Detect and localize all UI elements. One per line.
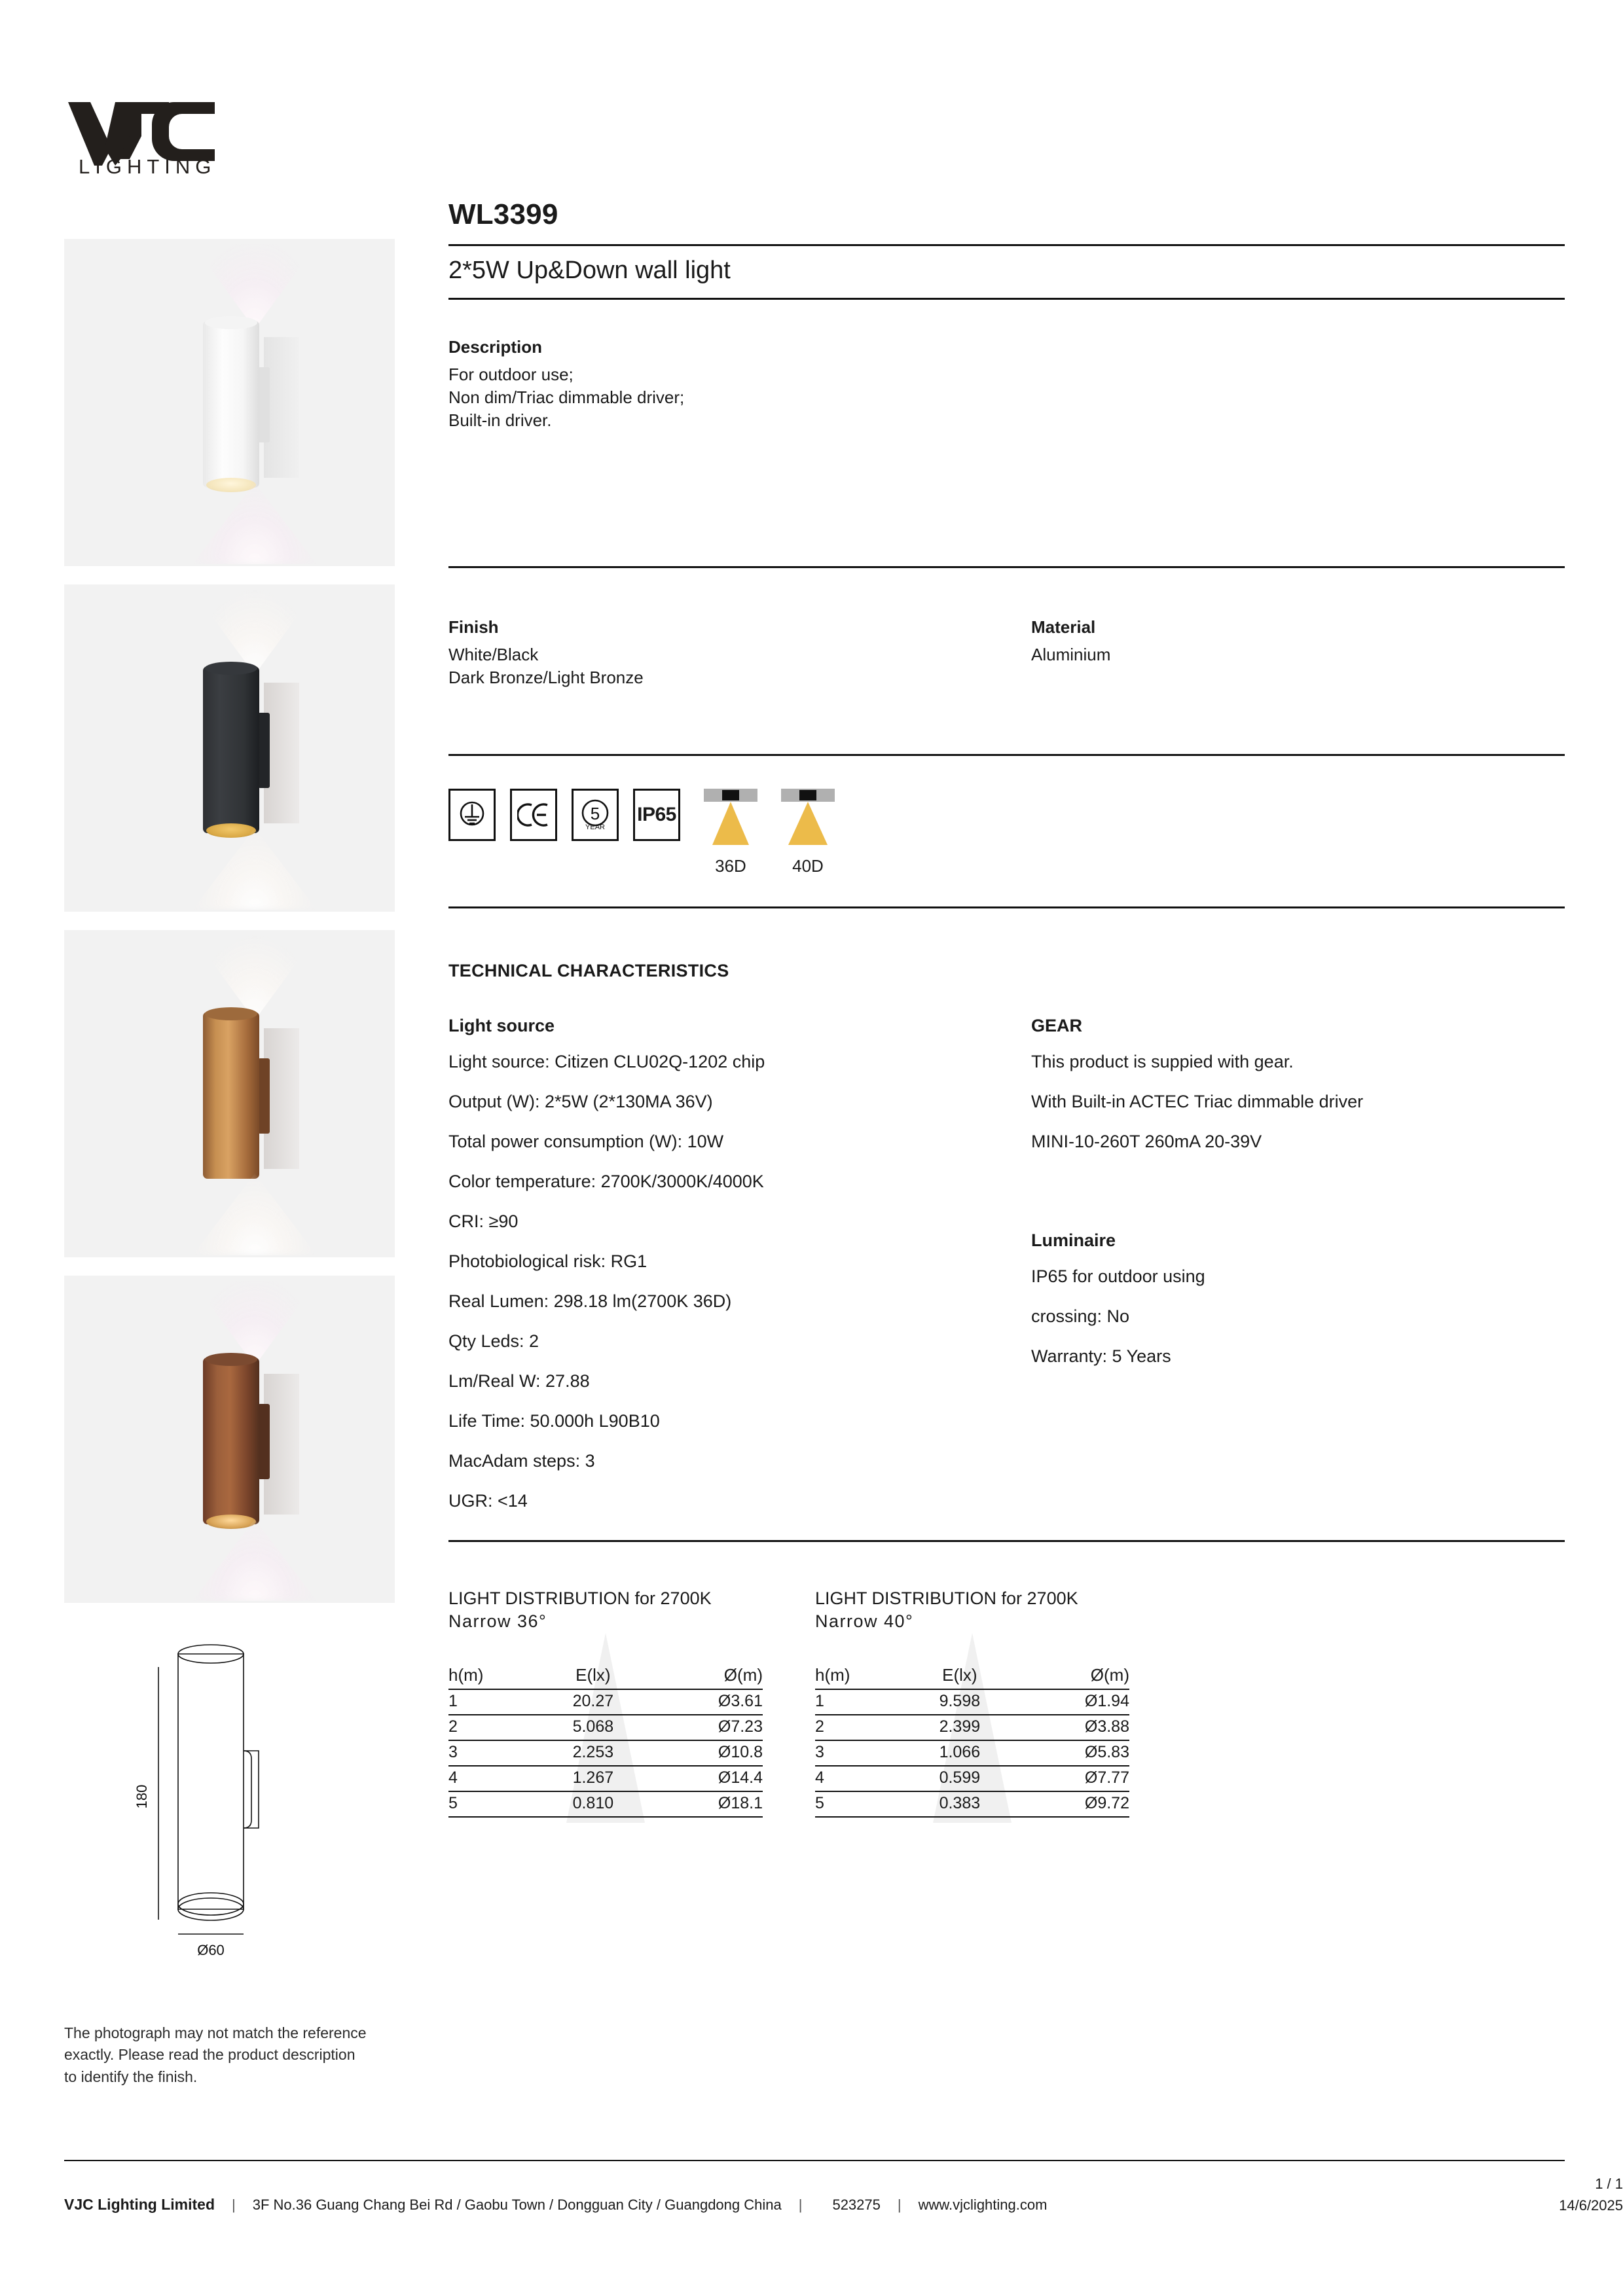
list-item: MacAdam steps: 3 — [448, 1451, 595, 1471]
cell-h: 5 — [815, 1791, 906, 1817]
material-heading: Material — [1031, 617, 1096, 637]
cell-h: 4 — [448, 1766, 539, 1791]
warranty-5-year-icon — [572, 789, 619, 841]
light-source-list — [448, 1052, 765, 1531]
luminaire-heading: Luminaire — [1031, 1230, 1116, 1250]
table-row — [448, 1715, 763, 1740]
beam-angle-label: 36D — [715, 856, 746, 876]
document-date: 14/6/2025 — [1559, 2197, 1623, 2214]
list-item: This product is suppied with gear. — [1031, 1052, 1294, 1071]
cell-e: 0.599 — [906, 1766, 1013, 1791]
list-item: CRI: ≥90 — [448, 1211, 519, 1231]
cell-d: Ø18.1 — [646, 1791, 763, 1817]
divider — [448, 906, 1565, 908]
cell-e: 0.383 — [906, 1791, 1013, 1817]
table-header-row — [448, 1663, 763, 1689]
list-item: IP65 for outdoor using — [1031, 1266, 1205, 1286]
cell-h: 1 — [815, 1689, 906, 1715]
warranty-years-label: 5 — [590, 804, 600, 823]
beam-glow-down — [192, 482, 317, 564]
product-photo-white — [64, 239, 395, 566]
beam-glow-up — [192, 590, 317, 675]
finish-heading: Finish — [448, 617, 499, 637]
ceiling-bar-icon — [781, 789, 835, 802]
cell-e: 1.066 — [906, 1740, 1013, 1766]
cell-h: 2 — [815, 1715, 906, 1740]
distribution-subtitle: Narrow 40° — [815, 1611, 914, 1632]
ceiling-bar-icon — [704, 789, 757, 802]
beam-glow-up — [192, 935, 317, 1020]
description-line: Built-in driver. — [448, 410, 552, 431]
vjc-logo — [64, 97, 261, 175]
ip-rating-badge — [633, 789, 680, 841]
cell-h: 3 — [815, 1740, 906, 1766]
table-row — [815, 1715, 1129, 1740]
table-row — [815, 1740, 1129, 1766]
column-header: h(m) — [448, 1663, 539, 1689]
list-item: Output (W): 2*5W (2*130MA 36V) — [448, 1092, 713, 1111]
list-item: Life Time: 50.000h L90B10 — [448, 1411, 660, 1431]
cell-e: 1.267 — [539, 1766, 646, 1791]
light-distribution-36d — [448, 1587, 763, 1818]
table-row — [448, 1766, 763, 1791]
wall-bracket — [258, 1404, 270, 1479]
wall-bracket — [258, 367, 270, 442]
beam-cone-icon — [784, 802, 831, 848]
cell-e: 0.810 — [539, 1791, 646, 1817]
ce-mark-icon — [510, 789, 557, 841]
footer-separator: | — [232, 2197, 236, 2213]
table-row — [815, 1689, 1129, 1715]
list-item: Color temperature: 2700K/3000K/4000K — [448, 1172, 764, 1191]
column-header: E(lx) — [539, 1663, 646, 1689]
gear-heading: GEAR — [1031, 1016, 1083, 1035]
footer-address: 3F No.36 Guang Chang Bei Rd / Gaobu Town / Dongguan City / Guangdong China — [252, 2197, 782, 2213]
cell-d: Ø3.88 — [1013, 1715, 1129, 1740]
product-photo-dark-bronze — [64, 1276, 395, 1603]
divider — [448, 244, 1565, 246]
certification-badges — [448, 789, 835, 876]
footer-divider — [64, 2160, 1565, 2161]
cell-d: Ø3.61 — [646, 1689, 763, 1715]
product-photo-black — [64, 584, 395, 912]
divider — [448, 754, 1565, 756]
cell-e: 2.253 — [539, 1740, 646, 1766]
luminaire-body — [203, 666, 259, 833]
column-header: E(lx) — [906, 1663, 1013, 1689]
list-item: Real Lumen: 298.18 lm(2700K 36D) — [448, 1291, 732, 1311]
technical-characteristics-title: TECHNICAL CHARACTERISTICS — [448, 961, 729, 980]
beam-angle-40d — [781, 789, 835, 876]
list-item: UGR: <14 — [448, 1491, 528, 1511]
divider — [448, 566, 1565, 568]
beam-glow-down — [192, 1519, 317, 1601]
list-item: Qty Leds: 2 — [448, 1331, 539, 1351]
diameter-dimension-label: Ø60 — [197, 1942, 225, 1958]
distribution-title: LIGHT DISTRIBUTION for 2700K — [448, 1588, 712, 1608]
footer-separator: | — [897, 2197, 902, 2213]
table-row — [815, 1766, 1129, 1791]
distribution-table — [815, 1663, 1129, 1818]
page-footer — [64, 2196, 1565, 2214]
cell-d: Ø7.77 — [1013, 1766, 1129, 1791]
luminaire-body — [203, 321, 259, 488]
list-item: Light source: Citizen CLU02Q-1202 chip — [448, 1052, 765, 1071]
finish-line: White/Black — [448, 645, 539, 664]
footer-separator: | — [798, 2197, 803, 2213]
luminaire-list — [1031, 1266, 1205, 1386]
beam-angle-36d — [704, 789, 757, 876]
ip-rating-label: IP65 — [637, 804, 676, 825]
distribution-title: LIGHT DISTRIBUTION for 2700K — [815, 1588, 1078, 1608]
column-header: h(m) — [815, 1663, 906, 1689]
cell-d: Ø9.72 — [1013, 1791, 1129, 1817]
product-subtitle: 2*5W Up&Down wall light — [448, 257, 731, 284]
description-line: For outdoor use; — [448, 365, 574, 384]
luminaire-body — [203, 1012, 259, 1179]
table-row — [815, 1791, 1129, 1817]
list-item: Warranty: 5 Years — [1031, 1346, 1171, 1366]
footer-company: VJC Lighting Limited — [64, 2196, 215, 2213]
light-source-heading: Light source — [448, 1016, 555, 1035]
table-header-row — [815, 1663, 1129, 1689]
page-number: 1 / 1 — [1595, 2176, 1623, 2192]
description-body — [448, 363, 684, 432]
cell-h: 2 — [448, 1715, 539, 1740]
dimension-drawing — [118, 1626, 354, 1980]
product-model: WL3399 — [448, 198, 558, 230]
wall-bracket — [258, 1058, 270, 1134]
footer-meta — [1559, 2173, 1623, 2216]
cell-d: Ø14.4 — [646, 1766, 763, 1791]
beam-cone-icon — [707, 802, 754, 848]
description-heading: Description — [448, 337, 543, 357]
cell-d: Ø7.23 — [646, 1715, 763, 1740]
gear-list — [1031, 1052, 1363, 1172]
beam-glow-up — [192, 1281, 317, 1366]
table-row — [448, 1740, 763, 1766]
description-line: Non dim/Triac dimmable driver; — [448, 387, 685, 408]
beam-angle-label: 40D — [792, 856, 824, 876]
cell-h: 5 — [448, 1791, 539, 1817]
finish-body — [448, 643, 644, 689]
svg-text:LIGHTING: LIGHTING — [79, 155, 217, 175]
material-value: Aluminium — [1031, 645, 1111, 664]
cell-d: Ø10.8 — [646, 1740, 763, 1766]
list-item: With Built-in ACTEC Triac dimmable driver — [1031, 1092, 1364, 1111]
beam-glow-up — [192, 244, 317, 329]
luminaire-body — [203, 1357, 259, 1524]
list-item: Lm/Real W: 27.88 — [448, 1371, 590, 1391]
table-row — [448, 1689, 763, 1715]
footer-website[interactable]: www.vjclighting.com — [918, 2197, 1048, 2213]
finish-line: Dark Bronze/Light Bronze — [448, 668, 644, 688]
distribution-subtitle: Narrow 36° — [448, 1611, 547, 1632]
beam-glow-down — [192, 828, 317, 910]
column-header: Ø(m) — [1013, 1663, 1129, 1689]
distribution-table — [448, 1663, 763, 1818]
cell-h: 1 — [448, 1689, 539, 1715]
footer-postcode: 523275 — [832, 2197, 881, 2213]
list-item: Total power consumption (W): 10W — [448, 1132, 724, 1151]
cell-d: Ø1.94 — [1013, 1689, 1129, 1715]
list-item: MINI-10-260T 260mA 20-39V — [1031, 1132, 1262, 1151]
earth-ground-icon — [448, 789, 496, 841]
product-photo-light-bronze — [64, 930, 395, 1257]
divider — [448, 1540, 1565, 1542]
height-dimension-label: 180 — [134, 1784, 150, 1809]
warranty-unit-label: YEAR — [585, 823, 605, 831]
list-item: Photobiological risk: RG1 — [448, 1251, 647, 1271]
cell-e: 9.598 — [906, 1689, 1013, 1715]
list-item: crossing: No — [1031, 1306, 1130, 1326]
beam-glow-down — [192, 1174, 317, 1255]
cell-e: 5.068 — [539, 1715, 646, 1740]
cell-d: Ø5.83 — [1013, 1740, 1129, 1766]
light-distribution-40d — [815, 1587, 1129, 1818]
cell-e: 20.27 — [539, 1689, 646, 1715]
column-header: Ø(m) — [646, 1663, 763, 1689]
cell-h: 4 — [815, 1766, 906, 1791]
photo-disclaimer: The photograph may not match the reference exactly. Please read the product description to identify the finish. — [64, 2024, 367, 2085]
divider — [448, 298, 1565, 300]
cell-h: 3 — [448, 1740, 539, 1766]
cell-e: 2.399 — [906, 1715, 1013, 1740]
table-row — [448, 1791, 763, 1817]
wall-bracket — [258, 713, 270, 788]
